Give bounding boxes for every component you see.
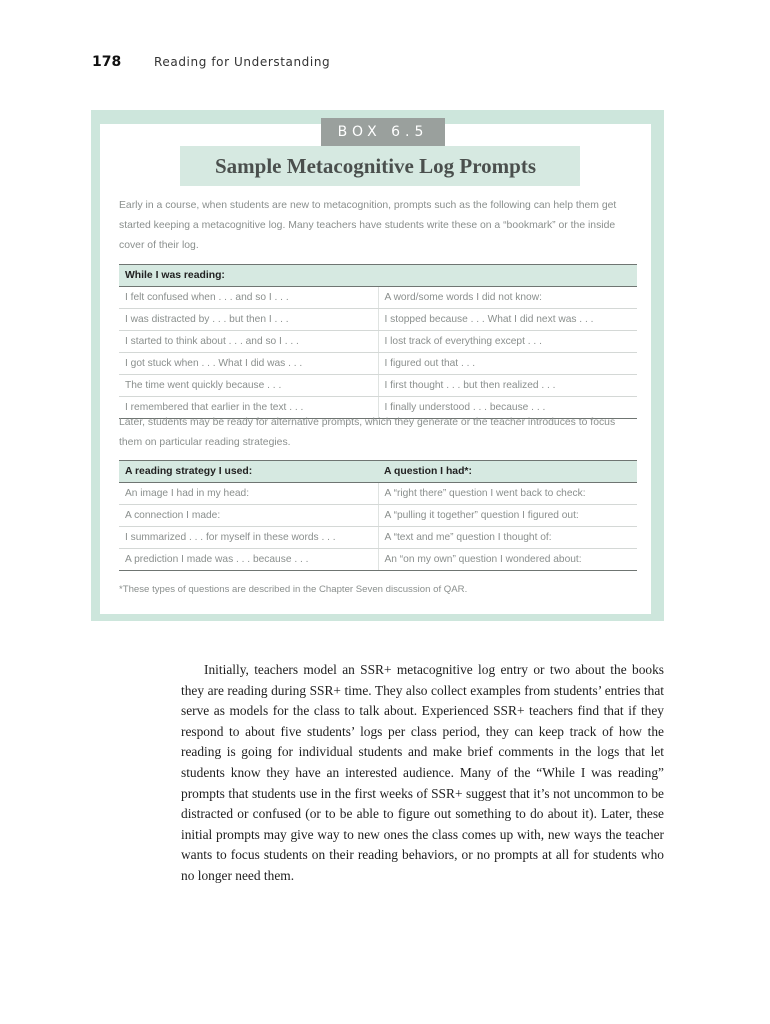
table-row	[119, 353, 637, 375]
table-row	[119, 287, 637, 309]
prompt-cell: An image I had in my head:	[119, 483, 378, 505]
prompt-cell: I was distracted by . . . but then I . . .	[119, 309, 378, 331]
table-row	[119, 549, 637, 571]
page-number: 178	[92, 54, 122, 70]
prompt-cell: A prediction I made was . . . because . . .	[119, 549, 378, 571]
sidebar-box	[91, 110, 664, 621]
prompt-cell: A “pulling it together” question I figured out:	[378, 505, 637, 527]
table-header-row	[119, 265, 637, 287]
table-row	[119, 309, 637, 331]
table-heading: A reading strategy I used:	[119, 461, 378, 483]
prompt-cell: I remembered that earlier in the text . . .	[119, 397, 378, 419]
table-heading: While I was reading:	[119, 265, 637, 287]
box-later-text: Later, students may be ready for alternative prompts, which they generate or the teacher introduces to focus them on particular reading strategies.	[119, 417, 616, 448]
table-row	[119, 375, 637, 397]
prompt-cell: I stopped because . . . What I did next was . . .	[378, 309, 637, 331]
table-heading: A question I had*:	[378, 461, 637, 483]
prompt-cell: I figured out that . . .	[378, 353, 637, 375]
box-inner-panel	[100, 124, 651, 614]
prompt-cell: A word/some words I did not know:	[378, 287, 637, 309]
running-title: Reading for Understanding	[154, 55, 331, 69]
while-reading-table	[119, 264, 637, 419]
box-title: Sample Metacognitive Log Prompts	[215, 154, 536, 178]
prompt-cell: I lost track of everything except . . .	[378, 331, 637, 353]
prompt-cell: A “right there” question I went back to check:	[378, 483, 637, 505]
prompt-cell: I started to think about . . . and so I . . .	[119, 331, 378, 353]
prompt-cell: A “text and me” question I thought of:	[378, 527, 637, 549]
box-intro-text: Early in a course, when students are new to metacognition, prompts such as the following can help them get started keeping a metacognitive log. Many teachers have students write these on a “bookmark” or the inside cover of their log.	[119, 200, 617, 251]
running-head	[92, 54, 330, 70]
table-row	[119, 483, 637, 505]
table-header-row	[119, 461, 637, 483]
prompt-cell: I got stuck when . . . What I did was . . .	[119, 353, 378, 375]
prompt-cell: I felt confused when . . . and so I . . .	[119, 287, 378, 309]
table-row	[119, 331, 637, 353]
strategy-question-table	[119, 460, 637, 571]
prompt-cell: The time went quickly because . . .	[119, 375, 378, 397]
prompt-cell: I first thought . . . but then realized . . .	[378, 375, 637, 397]
table-row	[119, 527, 637, 549]
table-row	[119, 505, 637, 527]
prompt-cell: An “on my own” question I wondered about:	[378, 549, 637, 571]
box-footnote: *These types of questions are described in the Chapter Seven discussion of QAR.	[119, 584, 468, 595]
box-label: BOX 6.5	[321, 118, 445, 146]
prompt-cell: I finally understood . . . because . . .	[378, 397, 637, 419]
prompt-cell: I summarized . . . for myself in these words . . .	[119, 527, 378, 549]
body-paragraph: Initially, teachers model an SSR+ metacognitive log entry or two about the books they are reading during SSR+ time. They also collect examples from students’ entries that serve as models for the class to talk about. Experienced SSR+ teachers find that if they respond to about five students’ logs per class period, they can keep track of how the reading is going for individual students and make brief comments in the logs that let students know they have an interested audience. Many of the “While I was reading” prompts that students use in the first weeks of SSR+ suggest that it’s not uncommon to be distracted or confused (or to be able to figure out something to do about it). Later, these initial prompts may give way to new ones the class comes up with, new ways the teacher wants to focus students on their reading behaviors, or no prompts at all for students who no longer need them.	[181, 662, 664, 883]
prompt-cell: A connection I made:	[119, 505, 378, 527]
